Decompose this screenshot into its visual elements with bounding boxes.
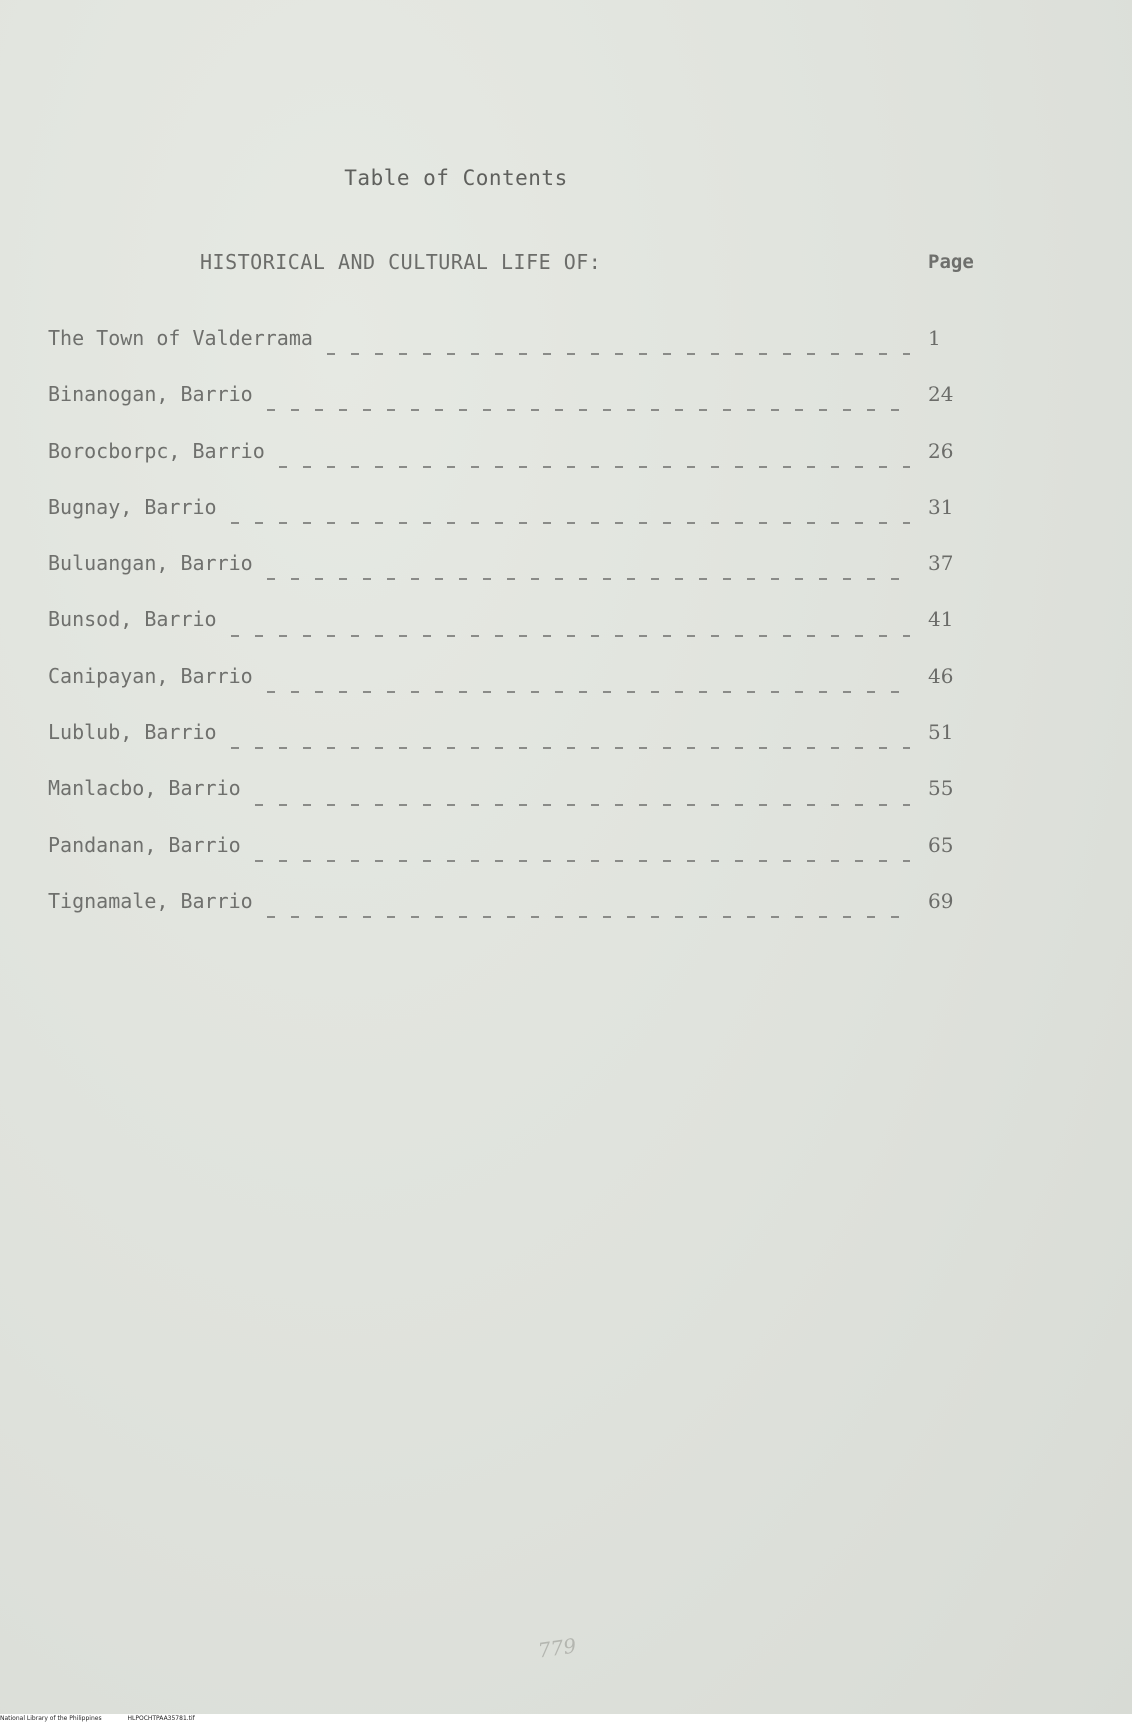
toc-entry-name: Manlacbo, Barrio xyxy=(48,776,241,801)
dot-leader xyxy=(267,691,910,693)
toc-entry-page: 69 xyxy=(928,888,954,913)
toc-list xyxy=(48,326,968,945)
dot-leader xyxy=(231,522,910,524)
footer-file-name: HLPOCHTPAA35781.tif xyxy=(127,1715,195,1722)
toc-entry-page: 41 xyxy=(928,607,954,632)
toc-entry xyxy=(48,607,968,663)
toc-entry-page: 1 xyxy=(928,326,941,350)
toc-entry-name: Pandanan, Barrio xyxy=(48,832,241,857)
dot-leader xyxy=(231,635,910,637)
dot-leader xyxy=(255,804,910,806)
toc-entry-name: Tignamale, Barrio xyxy=(48,888,253,913)
toc-entry-page: 24 xyxy=(928,382,954,407)
handwritten-page-number: 779 xyxy=(536,1633,578,1663)
dot-leader xyxy=(267,916,910,918)
toc-entry-name: Canipayan, Barrio xyxy=(48,663,253,688)
toc-entry xyxy=(48,551,968,607)
dot-leader xyxy=(231,747,910,749)
toc-entry-page: 55 xyxy=(928,776,954,801)
toc-entry-name: Borocborpc, Barrio xyxy=(48,438,265,463)
toc-entry xyxy=(48,439,968,495)
section-heading: HISTORICAL AND CULTURAL LIFE OF: xyxy=(200,250,602,274)
toc-entry-page: 46 xyxy=(928,663,954,688)
dot-leader xyxy=(267,578,910,580)
toc-entry xyxy=(48,664,968,720)
toc-entry xyxy=(48,720,968,776)
page-title: Table of Contents xyxy=(344,166,568,190)
footer-library-name: National Library of the Philippines xyxy=(0,1715,102,1722)
dot-leader xyxy=(279,466,910,468)
toc-entry-name: The Town of Valderrama xyxy=(48,326,313,350)
dot-leader xyxy=(267,409,910,411)
toc-entry xyxy=(48,833,968,889)
toc-entry-page: 37 xyxy=(928,551,954,576)
toc-entry-page: 51 xyxy=(928,720,954,745)
toc-entry xyxy=(48,382,968,438)
dot-leader xyxy=(255,860,910,862)
toc-entry-name: Buluangan, Barrio xyxy=(48,551,253,576)
toc-entry-name: Bugnay, Barrio xyxy=(48,494,217,519)
toc-entry-page: 31 xyxy=(928,494,954,519)
toc-entry-name: Lublub, Barrio xyxy=(48,720,217,745)
toc-entry xyxy=(48,495,968,551)
dot-leader xyxy=(327,353,910,355)
toc-entry-name: Binanogan, Barrio xyxy=(48,382,253,407)
toc-entry-name: Bunsod, Barrio xyxy=(48,607,217,632)
toc-entry xyxy=(48,889,968,945)
page-column-label: Page xyxy=(928,251,974,273)
toc-entry-page: 65 xyxy=(928,832,954,857)
scan-footer xyxy=(0,1714,1132,1723)
toc-entry xyxy=(48,326,968,382)
toc-entry-page: 26 xyxy=(928,438,954,463)
toc-entry xyxy=(48,776,968,832)
